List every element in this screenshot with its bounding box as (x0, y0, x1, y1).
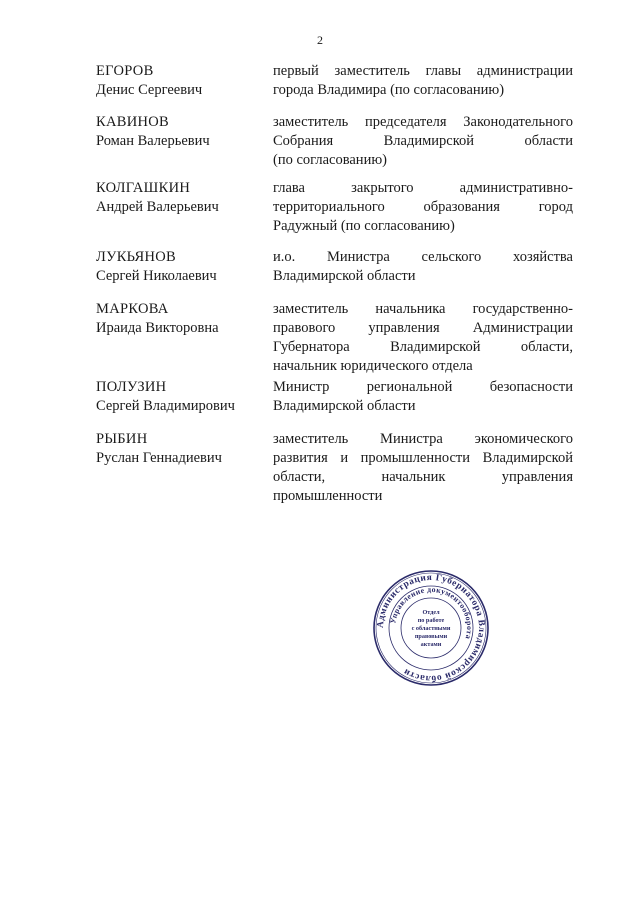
position-line: Министр региональной безопасности (273, 379, 573, 395)
official-seal (371, 568, 491, 688)
position-line: начальник юридического отдела (273, 358, 473, 374)
person-position (273, 430, 573, 506)
position-line: заместитель председателя Законодательного (273, 114, 573, 130)
person-name (96, 248, 271, 286)
person-name (96, 62, 271, 100)
seal-center-line: с областными (411, 625, 451, 632)
person-given-names: Роман Валерьевич (96, 133, 210, 149)
position-line: правового управления Администрации (273, 320, 573, 336)
person-given-names: Руслан Геннадиевич (96, 450, 222, 466)
person-given-names: Денис Сергеевич (96, 82, 203, 98)
seal-center-line: актами (420, 641, 442, 648)
person-surname: ЛУКЬЯНОВ (96, 249, 177, 265)
person-given-names: Ираида Викторовна (96, 320, 219, 336)
seal-center-line: правовыми (414, 633, 448, 640)
page-number: 2 (317, 33, 323, 47)
position-line: промышленности (273, 488, 383, 504)
position-line: первый заместитель главы администрации (273, 63, 573, 79)
position-line: и.о. Министра сельского хозяйства (273, 249, 573, 265)
person-surname: КАВИНОВ (96, 114, 169, 130)
position-line: Собрания Владимирской области (273, 133, 573, 149)
position-line: заместитель Министра экономического (273, 431, 573, 447)
position-line: территориального образования город (273, 199, 573, 215)
person-surname: ЕГОРОВ (96, 63, 154, 79)
person-name (96, 430, 271, 468)
position-line: развития и промышленности Владимирской (273, 450, 573, 466)
person-name (96, 378, 271, 416)
person-surname: ПОЛУЗИН (96, 379, 167, 395)
person-position (273, 62, 573, 100)
person-position (273, 248, 573, 286)
position-line: города Владимира (по согласованию) (273, 82, 505, 98)
person-position (273, 113, 573, 170)
person-position (273, 179, 573, 236)
seal-center-line: по работе (417, 617, 445, 624)
person-surname: РЫБИН (96, 431, 148, 447)
person-position (273, 378, 573, 416)
person-name (96, 179, 271, 217)
person-surname: КОЛГАШКИН (96, 180, 191, 196)
person-name (96, 300, 271, 338)
person-given-names: Андрей Валерьевич (96, 199, 219, 215)
person-given-names: Сергей Николаевич (96, 268, 217, 284)
person-name (96, 113, 271, 151)
person-surname: МАРКОВА (96, 301, 169, 317)
position-line: (по согласованию) (273, 152, 387, 168)
position-line: Губернатора Владимирской области, (273, 339, 573, 355)
position-line: области, начальник управления (273, 469, 573, 485)
seal-outer-text: Администрация Губернатора Владимирской области (375, 572, 487, 684)
position-line: глава закрытого административно- (273, 180, 573, 196)
seal-ring-text: Управление документооборота (388, 584, 475, 641)
seal-center-line: Отдел (422, 609, 440, 616)
person-given-names: Сергей Владимирович (96, 398, 235, 414)
position-line: заместитель начальника государственно- (273, 301, 573, 317)
person-position (273, 300, 573, 376)
position-line: Владимирской области (273, 398, 416, 414)
position-line: Владимирской области (273, 268, 416, 284)
position-line: Радужный (по согласованию) (273, 218, 455, 234)
